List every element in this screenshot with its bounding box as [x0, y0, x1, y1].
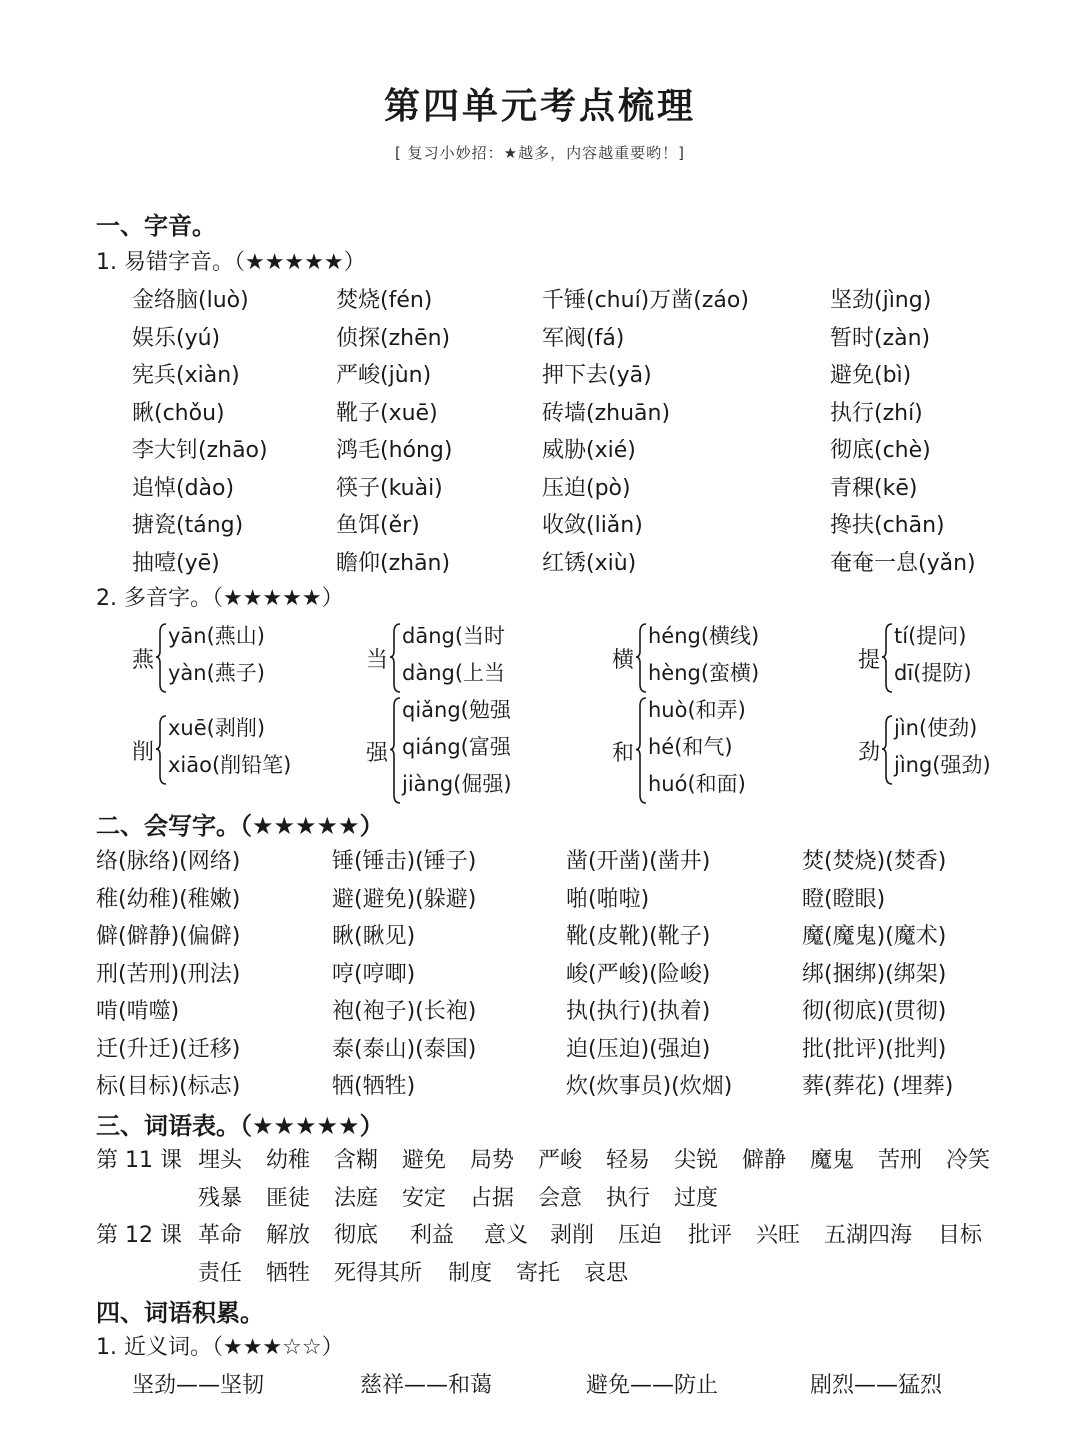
vocabulary-word: 目标 [938, 1223, 983, 1248]
polyphone-character: 和 [612, 740, 635, 766]
polyphone-reading: dāng(当时 [402, 624, 506, 648]
brace-icon [636, 696, 648, 807]
synonym-pair: 剧烈——猛烈 [810, 1373, 943, 1398]
vocabulary-word: 死得其所 [334, 1261, 423, 1286]
pronunciation-item: 侦探(zhēn) [336, 325, 451, 351]
pronunciation-item: 瞅(chǒu) [132, 400, 225, 426]
writing-item: 牺(牺牲) [332, 1074, 416, 1099]
vocabulary-word: 利益 [410, 1223, 455, 1248]
pronunciation-item: 彻底(chè) [830, 438, 931, 463]
writing-item: 靴(皮靴)(靴子) [566, 924, 711, 949]
writing-item: 标(目标)(标志) [96, 1074, 241, 1099]
writing-item: 络(脉络)(网络) [96, 849, 241, 874]
writing-item: 泰(泰山)(泰国) [332, 1036, 477, 1062]
brace-icon [882, 714, 894, 788]
page-title: 第四单元考点梳理 [383, 85, 696, 127]
pronunciation-item: 避免(bì) [830, 363, 912, 388]
vocabulary-word: 兴旺 [756, 1223, 801, 1248]
pronunciation-item: 暂时(zàn) [830, 325, 931, 351]
lesson-12-label: 第 12 课 [96, 1223, 182, 1248]
synonym-pair: 避免——防止 [586, 1373, 719, 1398]
vocabulary-word: 尖锐 [674, 1148, 719, 1173]
writing-item: 啪(啪啦) [566, 886, 650, 912]
pronunciation-item: 筷子(kuài) [336, 475, 443, 501]
pronunciation-item: 焚烧(fén) [336, 288, 433, 313]
vocabulary-word: 哀思 [584, 1261, 629, 1286]
writing-item: 瞅(瞅见) [332, 924, 416, 949]
subheading-synonyms: 1. 近义词。（★★★☆☆） [96, 1335, 344, 1360]
pronunciation-item: 金络脑(luò) [132, 288, 249, 313]
pronunciation-item: 追悼(dào) [132, 475, 235, 501]
polyphone-character: 削 [132, 740, 155, 765]
polyphone-character: 提 [858, 648, 881, 673]
writing-item: 葬(葬花) (埋葬) [802, 1074, 954, 1099]
writing-item: 锤(锤击)(锤子) [332, 849, 477, 874]
writing-item: 凿(开凿)(凿井) [566, 849, 711, 874]
pronunciation-item: 执行(zhí) [830, 400, 923, 426]
subheading-polyphones: 2. 多音字。（★★★★★） [96, 586, 344, 611]
section-heading-writing: 二、会写字。（★★★★★） [96, 812, 384, 840]
pronunciation-item: 靴子(xuē) [336, 400, 438, 426]
vocabulary-word: 局势 [470, 1148, 515, 1173]
pronunciation-item: 宪兵(xiàn) [132, 363, 240, 388]
pronunciation-item: 严峻(jùn) [336, 363, 432, 388]
writing-item: 哼(哼唧) [332, 961, 416, 987]
writing-item: 魔(魔鬼)(魔术) [802, 924, 947, 949]
pronunciation-item: 瞻仰(zhān) [336, 550, 451, 576]
writing-item: 迁(升迁)(迁移) [96, 1036, 241, 1062]
polyphone-reading: dī(提防) [894, 661, 972, 685]
vocabulary-word: 占据 [470, 1186, 515, 1211]
vocabulary-word: 安定 [402, 1186, 447, 1211]
vocabulary-word: 寄托 [516, 1261, 561, 1286]
polyphone-reading: yān(燕山) [168, 624, 265, 648]
vocabulary-word: 魔鬼 [810, 1148, 855, 1173]
writing-item: 峻(严峻)(险峻) [566, 961, 711, 987]
subheading-error-prone: 1. 易错字音。（★★★★★） [96, 250, 366, 275]
pronunciation-item: 娱乐(yú) [132, 325, 221, 351]
vocabulary-word: 制度 [448, 1261, 493, 1286]
polyphone-character: 横 [612, 648, 635, 673]
vocabulary-word: 批评 [688, 1223, 733, 1248]
vocabulary-word: 残暴 [198, 1186, 243, 1211]
polyphone-reading: qiáng(富强 [402, 735, 511, 759]
pronunciation-item: 青稞(kē) [830, 475, 918, 501]
pronunciation-item: 压迫(pò) [542, 475, 631, 501]
brace-icon [882, 622, 894, 696]
section-heading-accumulation: 四、词语积累。 [96, 1299, 264, 1327]
polyphone-character: 劲 [858, 740, 881, 765]
polyphone-reading: jìng(强劲) [894, 753, 991, 777]
polyphone-reading: dàng(上当 [402, 661, 506, 685]
pronunciation-item: 奄奄一息(yǎn) [830, 550, 976, 576]
section-heading-vocabulary: 三、词语表。（★★★★★） [96, 1112, 384, 1140]
vocabulary-word: 会意 [538, 1186, 583, 1211]
writing-item: 僻(僻静)(偏僻) [96, 924, 241, 949]
vocabulary-word: 剥削 [550, 1223, 595, 1248]
polyphone-reading: xuē(剥削) [168, 716, 266, 740]
vocabulary-word: 僻静 [742, 1148, 787, 1173]
polyphone-character: 当 [366, 648, 389, 673]
vocabulary-word: 法庭 [334, 1186, 379, 1211]
writing-item: 迫(压迫)(强迫) [566, 1036, 711, 1062]
writing-item: 彻(彻底)(贯彻) [802, 999, 947, 1024]
pronunciation-item: 砖墙(zhuān) [542, 400, 671, 426]
writing-item: 稚(幼稚)(稚嫩) [96, 886, 241, 912]
writing-item: 瞪(瞪眼) [802, 886, 886, 912]
pronunciation-item: 坚劲(jìng) [830, 288, 932, 313]
pronunciation-item: 千锤(chuí)万凿(záo) [542, 288, 749, 313]
writing-item: 执(执行)(执着) [566, 999, 711, 1024]
pronunciation-item: 押下去(yā) [542, 363, 652, 388]
polyphone-reading: huò(和弄) [648, 698, 746, 722]
vocabulary-word: 责任 [198, 1261, 243, 1286]
vocabulary-word: 过度 [674, 1186, 719, 1211]
vocabulary-word: 严峻 [538, 1148, 583, 1173]
pronunciation-item: 抽噎(yē) [132, 550, 220, 576]
pronunciation-item: 鱼饵(ěr) [336, 513, 420, 538]
lesson-11-label: 第 11 课 [96, 1148, 182, 1173]
section-heading-pronunciation: 一、字音。 [96, 212, 216, 240]
synonym-pair: 坚劲——坚韧 [132, 1373, 265, 1398]
vocabulary-word: 彻底 [334, 1223, 379, 1248]
writing-item: 绑(捆绑)(绑架) [802, 961, 947, 987]
pronunciation-item: 搀扶(chān) [830, 513, 945, 538]
writing-item: 炊(炊事员)(炊烟) [566, 1074, 733, 1099]
pronunciation-item: 收敛(liǎn) [542, 513, 643, 538]
polyphone-reading: xiāo(削铅笔) [168, 753, 292, 777]
writing-item: 批(批评)(批判) [802, 1036, 947, 1062]
vocabulary-word: 牺牲 [266, 1261, 311, 1286]
vocabulary-word: 苦刑 [878, 1148, 923, 1173]
polyphone-character: 燕 [132, 648, 155, 673]
brace-icon [156, 622, 168, 696]
polyphone-reading: huó(和面) [648, 772, 746, 796]
synonym-pair: 慈祥——和蔼 [360, 1373, 493, 1398]
brace-icon [156, 714, 168, 788]
vocabulary-word: 执行 [606, 1186, 651, 1211]
vocabulary-word: 幼稚 [266, 1148, 311, 1173]
vocabulary-word: 压迫 [618, 1223, 663, 1248]
vocabulary-word: 冷笑 [946, 1148, 991, 1173]
vocabulary-word: 解放 [266, 1223, 311, 1248]
polyphone-reading: qiǎng(勉强 [402, 698, 511, 722]
vocabulary-word: 避免 [402, 1148, 447, 1173]
writing-item: 刑(苦刑)(刑法) [96, 961, 241, 987]
brace-icon [636, 622, 648, 696]
polyphone-reading: jiàng(倔强) [402, 772, 512, 796]
pronunciation-item: 威胁(xié) [542, 438, 636, 463]
polyphone-reading: héng(横线) [648, 624, 760, 648]
vocabulary-word: 意义 [484, 1223, 529, 1248]
polyphone-reading: jìn(使劲) [894, 716, 978, 740]
vocabulary-word: 埋头 [198, 1148, 243, 1173]
brace-icon [390, 696, 402, 807]
polyphone-reading: hé(和气) [648, 735, 733, 759]
polyphone-reading: tí(提问) [894, 624, 967, 648]
vocabulary-word: 革命 [198, 1223, 243, 1248]
brace-icon [390, 622, 402, 696]
vocabulary-word: 轻易 [606, 1148, 651, 1173]
writing-item: 焚(焚烧)(焚香) [802, 849, 947, 874]
writing-item: 避(避免)(躲避) [332, 886, 477, 912]
writing-item: 袍(袍子)(长袍) [332, 999, 477, 1024]
pronunciation-item: 鸿毛(hóng) [336, 438, 453, 463]
pronunciation-item: 搪瓷(táng) [132, 513, 244, 538]
vocabulary-word: 含糊 [334, 1148, 379, 1173]
pronunciation-item: 李大钊(zhāo) [132, 438, 268, 463]
polyphone-reading: yàn(燕子) [168, 661, 265, 685]
vocabulary-word: 五湖四海 [824, 1223, 913, 1248]
writing-item: 啃(啃噬) [96, 999, 180, 1024]
polyphone-reading: hèng(蛮横) [648, 661, 760, 685]
review-tip: [ 复习小妙招：★越多，内容越重要哟！] [395, 144, 685, 162]
pronunciation-item: 军阀(fá) [542, 325, 625, 351]
polyphone-character: 强 [366, 740, 389, 766]
pronunciation-item: 红锈(xiù) [542, 550, 637, 576]
vocabulary-word: 匪徒 [266, 1186, 311, 1211]
